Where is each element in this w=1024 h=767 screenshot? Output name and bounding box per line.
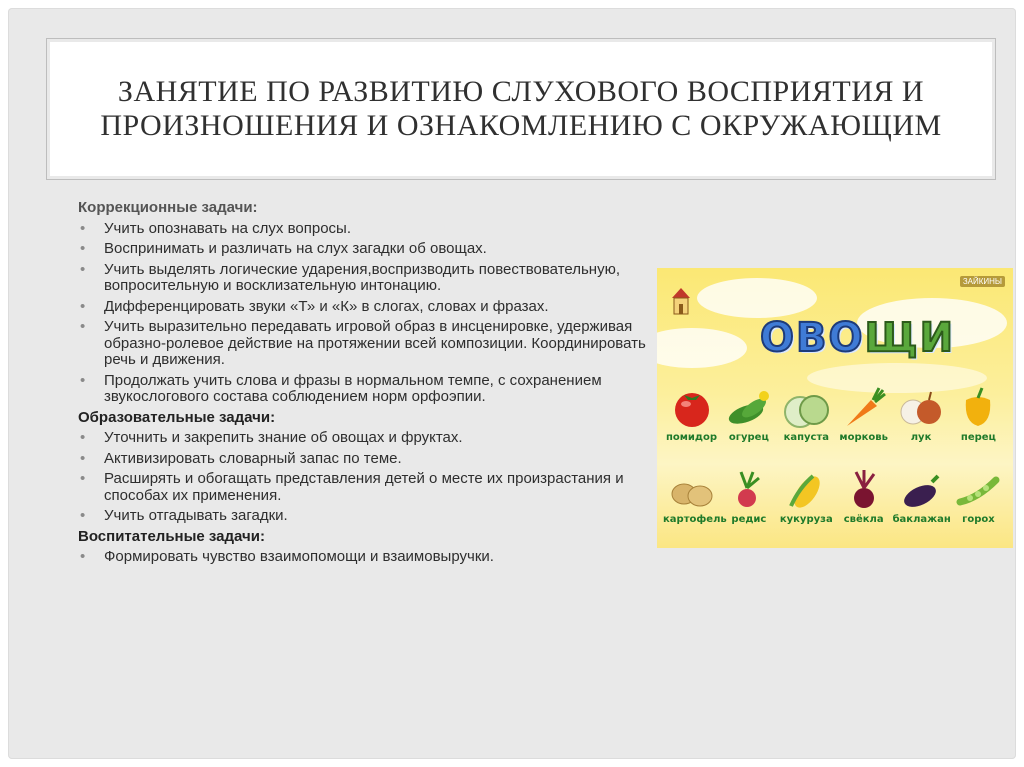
section-heading-education: Образовательные задачи: [78, 408, 276, 426]
list-item: • Активизировать словарный запас по теме. [78, 451, 678, 468]
heading-letter: Щ [864, 315, 918, 361]
list-item: • Формировать чувство взаимопомощи и взаимовыручки. [78, 549, 678, 566]
radish-icon [727, 468, 771, 512]
vegetable-potato [663, 468, 727, 525]
slide-title: ЗАНЯТИЕ ПО РАЗВИТИЮ СЛУХОВОГО ВОСПРИЯТИЯ И ПРОИЗНОШЕНИЯ И ОЗНАКОМЛЕНИЮ С ОКРУЖАЮЩИМ [100, 75, 942, 142]
vegetable-label: горох [962, 514, 995, 525]
vegetables-row-1 [663, 386, 1007, 443]
vegetable-carrot [835, 386, 892, 443]
vegetable-label: помидор [665, 432, 718, 443]
list-item: • Учить отгадывать загадки. [78, 508, 678, 525]
list-item: • Расширять и обогащать представления детей о месте их произрастания и способах их применения. [78, 471, 678, 504]
vegetable-label: лук [910, 432, 932, 443]
education-list [78, 430, 678, 525]
onion-icon [897, 386, 945, 430]
carrot-icon [841, 386, 887, 430]
peas-icon [956, 468, 1000, 512]
vegetable-corn [778, 468, 835, 525]
vegetable-cabbage [778, 386, 835, 443]
vegetable-label: баклажан [892, 514, 951, 525]
slide [8, 8, 1016, 759]
tomato-icon [670, 386, 714, 430]
cabbage-icon [782, 386, 830, 430]
publisher-logo: ЗАЙКИНЫ [960, 276, 1005, 287]
vegetable-beet [835, 468, 892, 525]
vegetable-label: огурец [728, 432, 769, 443]
house-icon [671, 286, 691, 316]
vegetable-label: морковь [839, 432, 888, 443]
list-item: • Учить выделять логические ударения,воспризводить повествовательную, вопросительную и восклизательную интонацию. [78, 262, 678, 295]
list-item: • Продолжать учить слова и фразы в нормальном темпе, с сохранением звукослогового состава соблюдением норм орфоэпии. [78, 373, 678, 406]
list-item: • Дифференцировать звуки «Т» и «К» в слогах, словах и фразах. [78, 299, 678, 316]
eggplant-icon [898, 468, 944, 512]
heading-letter: В [796, 315, 827, 361]
section-heading-correction: Коррекционные задачи: [78, 199, 258, 216]
potato-icon [668, 468, 716, 512]
list-item: • Уточнить и закрепить знание об овощах и фруктах. [78, 430, 678, 447]
list-item: • Учить опознавать на слух вопросы. [78, 221, 678, 238]
vegetable-label: свёкла [843, 514, 884, 525]
list-item: • Учить выразительно передавать игровой образ в инсценировке, удерживая образно-ролевое действие на протяжении всей композиции. Координировать речь и движения. [78, 319, 678, 369]
beet-icon [842, 468, 886, 512]
vegetable-eggplant [893, 468, 950, 525]
vegetable-onion [893, 386, 950, 443]
upbringing-list [78, 549, 678, 566]
corn-icon [783, 468, 829, 512]
pepper-icon [956, 386, 1000, 430]
section-heading-upbringing: Воспитательные задачи: [78, 527, 265, 545]
vegetable-tomato [663, 386, 720, 443]
vegetable-label: картофель [663, 514, 727, 525]
vegetable-label: кукуруза [779, 514, 833, 525]
heading-letter: О [828, 315, 863, 361]
vegetable-label: капуста [783, 432, 829, 443]
heading-letter: И [919, 315, 954, 361]
title-frame [46, 38, 996, 180]
list-item: • Воспринимать и различать на слух загадки об овощах. [78, 241, 678, 258]
vegetable-peas [950, 468, 1007, 525]
correction-list [78, 221, 678, 406]
vegetables-row-2 [663, 468, 1007, 525]
vegetable-cucumber [720, 386, 777, 443]
task-list [78, 200, 678, 570]
vegetable-label: перец [960, 432, 996, 443]
title-panel [50, 42, 992, 176]
vegetables-heading [760, 316, 953, 360]
vegetable-pepper [950, 386, 1007, 443]
vegetables-picture [657, 268, 1013, 548]
heading-letter: О [760, 315, 795, 361]
vegetable-radish [720, 468, 777, 525]
vegetable-label: редис [731, 514, 767, 525]
cucumber-icon [724, 386, 774, 430]
